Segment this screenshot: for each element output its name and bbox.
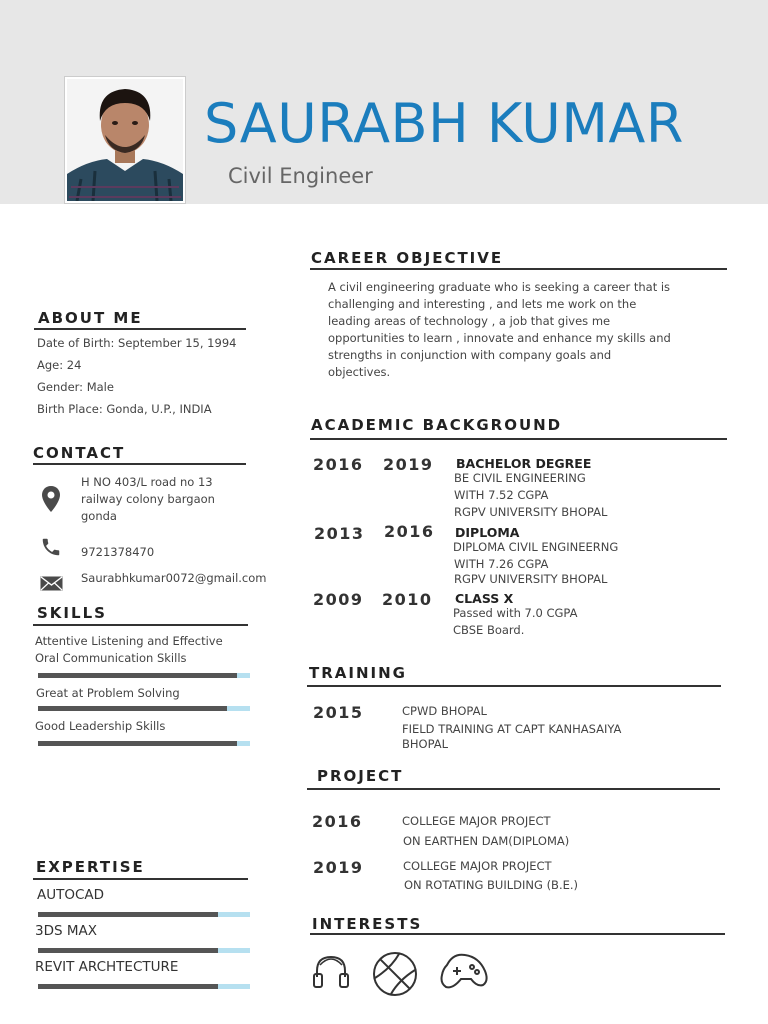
academic-3-detail-2: CBSE Board. (453, 623, 525, 637)
academic-3-end-year: 2010 (382, 590, 433, 609)
email-icon (40, 576, 63, 591)
skill-3-bar (38, 741, 250, 746)
email-address: Saurabhkumar0072@gmail.com (81, 571, 267, 585)
expertise-2-label: 3DS MAX (35, 923, 97, 939)
training-org: CPWD BHOPAL (402, 704, 487, 718)
objective-heading: CAREER OBJECTIVE (311, 249, 504, 267)
about-age: Age: 24 (37, 358, 82, 372)
project-1-line-2: ON EARTHEN DAM(DIPLOMA) (403, 834, 570, 848)
academic-2-end-year: 2016 (384, 522, 435, 541)
objective-line-4: opportunities to learn , innovate and enhance my skills and (328, 331, 671, 345)
skill-2-label: Great at Problem Solving (36, 686, 180, 700)
about-dob: Date of Birth: September 15, 1994 (37, 336, 237, 350)
academic-3-detail-1: Passed with 7.0 CGPA (453, 606, 578, 620)
contact-heading: CONTACT (33, 444, 126, 462)
academic-rule (310, 438, 727, 440)
expertise-1-bar (38, 912, 250, 917)
headphones-icon (311, 951, 351, 991)
academic-1-detail-3: RGPV UNIVERSITY BHOPAL (454, 505, 608, 519)
candidate-name: SAURABH KUMAR (204, 92, 684, 155)
expertise-3-bar-fill (38, 984, 218, 989)
academic-2-detail-1: DIPLOMA CIVIL ENGINEERNG (453, 540, 619, 554)
about-rule (34, 328, 246, 330)
gamepad-icon (439, 949, 491, 993)
skill-1-line-1: Attentive Listening and Effective (35, 634, 223, 648)
contact-rule (33, 463, 246, 465)
expertise-1-label: AUTOCAD (37, 887, 105, 903)
academic-2-detail-2: WITH 7.26 CGPA (454, 557, 549, 571)
skills-rule (33, 624, 248, 626)
objective-rule (310, 268, 727, 270)
address-line-1: H NO 403/L road no 13 (81, 475, 213, 489)
training-desc-line-2: BHOPAL (402, 737, 449, 751)
expertise-rule (33, 878, 248, 880)
skills-heading: SKILLS (37, 604, 107, 622)
location-pin-icon (41, 485, 61, 513)
expertise-3-bar (38, 984, 250, 989)
academic-3-degree: CLASS X (455, 591, 514, 606)
objective-line-3: leading areas of technology , a job that gives me (328, 314, 611, 328)
skill-2-bar-fill (38, 706, 227, 711)
project-2-line-2: ON ROTATING BUILDING (B.E.) (404, 878, 579, 892)
address-line-3: gonda (81, 509, 117, 523)
objective-line-1: A civil engineering graduate who is seeking a career that is (328, 280, 671, 294)
objective-text (328, 279, 718, 381)
skill-2-bar (38, 706, 250, 711)
academic-2-detail-3: RGPV UNIVERSITY BHOPAL (454, 572, 608, 586)
academic-1-degree: BACHELOR DEGREE (456, 456, 592, 471)
training-heading: TRAINING (309, 664, 407, 682)
about-gender: Gender: Male (37, 380, 114, 394)
interests-rule (310, 933, 725, 935)
skill-1-bar (38, 673, 250, 678)
project-2-year: 2019 (313, 858, 364, 877)
expertise-heading: EXPERTISE (36, 858, 145, 876)
address-line-2: railway colony bargaon (81, 492, 215, 506)
objective-line-5: strengths in conjunction with company goals and (328, 348, 612, 362)
project-heading: PROJECT (317, 767, 404, 785)
skill-1-bar-fill (38, 673, 237, 678)
about-birthplace: Birth Place: Gonda, U.P., INDIA (37, 402, 212, 416)
academic-heading: ACADEMIC BACKGROUND (311, 416, 563, 434)
basketball-icon (371, 950, 419, 998)
training-year: 2015 (313, 703, 364, 722)
expertise-1-bar-fill (38, 912, 218, 917)
academic-1-end-year: 2019 (383, 455, 434, 474)
interests-heading: INTERESTS (312, 915, 423, 933)
expertise-2-bar (38, 948, 250, 953)
academic-1-start-year: 2016 (313, 455, 364, 474)
expertise-2-bar-fill (38, 948, 218, 953)
training-desc-line-1: FIELD TRAINING AT CAPT KANHASAIYA (402, 722, 622, 736)
phone-icon (40, 536, 62, 558)
academic-1-detail-1: BE CIVIL ENGINEERING (454, 471, 586, 485)
job-title: Civil Engineer (228, 164, 373, 188)
academic-2-degree: DIPLOMA (455, 525, 520, 540)
project-1-line-1: COLLEGE MAJOR PROJECT (402, 814, 551, 828)
project-rule (307, 788, 720, 790)
about-heading: ABOUT ME (38, 309, 143, 327)
skill-1-line-2: Oral Communication Skills (35, 651, 187, 665)
academic-2-start-year: 2013 (314, 524, 365, 543)
phone-number: 9721378470 (81, 545, 155, 559)
expertise-3-label: REVIT ARCHTECTURE (35, 959, 179, 975)
profile-photo (64, 76, 186, 204)
project-1-year: 2016 (312, 812, 363, 831)
academic-3-start-year: 2009 (313, 590, 364, 609)
skill-3-bar-fill (38, 741, 237, 746)
skill-3-label: Good Leadership Skills (35, 719, 166, 733)
objective-line-6: objectives. (328, 365, 391, 379)
training-rule (307, 685, 721, 687)
objective-line-2: challenging and interesting , and lets me work on the (328, 297, 637, 311)
project-2-line-1: COLLEGE MAJOR PROJECT (403, 859, 552, 873)
academic-1-detail-2: WITH 7.52 CGPA (454, 488, 549, 502)
